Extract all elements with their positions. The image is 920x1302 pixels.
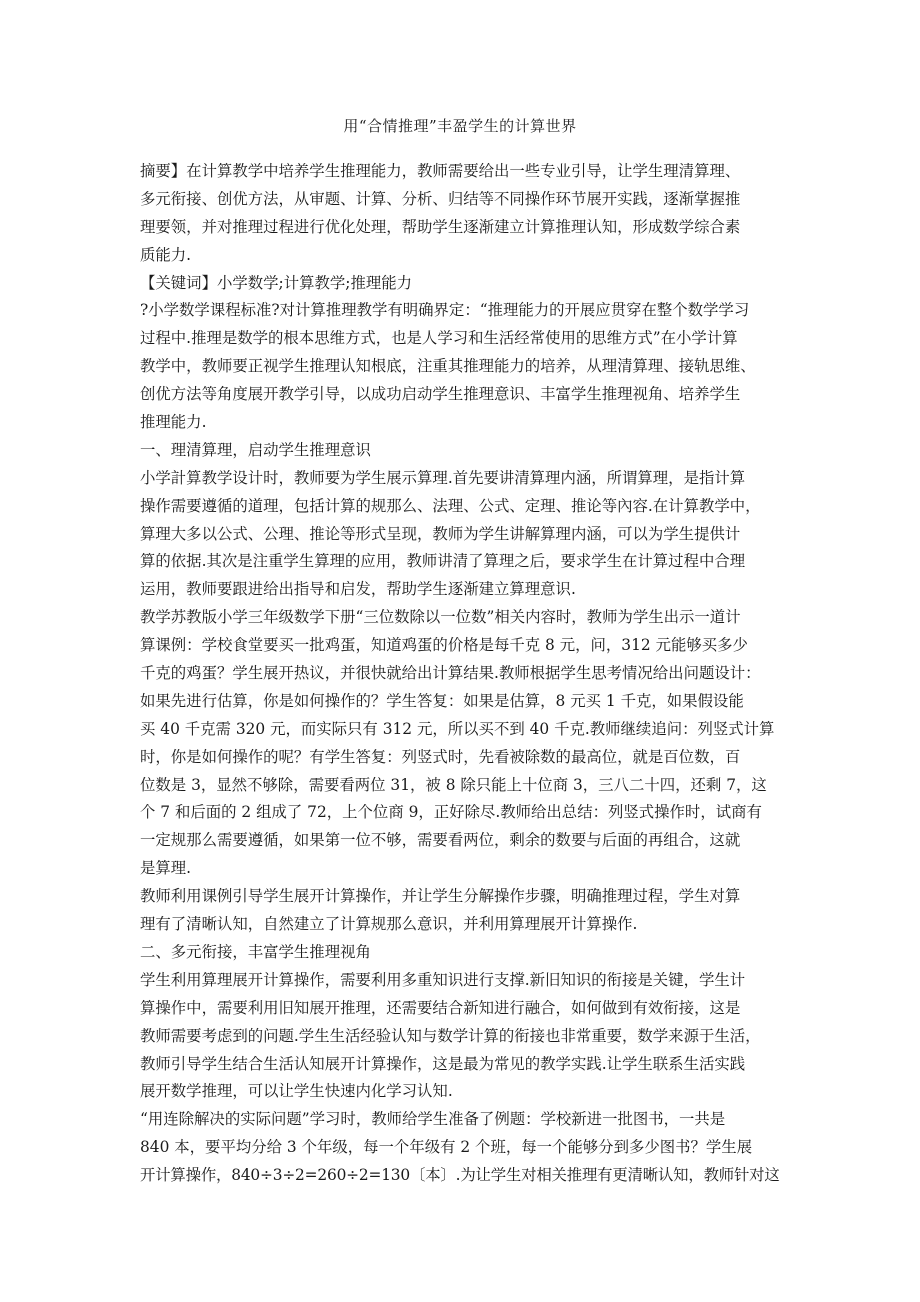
body-line: 个 7 和后面的 2 组成了 72，上个位商 9，正好除尽.教师给出总结：列竖式操作时，试商有 (140, 803, 762, 822)
body-line: 算的依据.其次是注重学生算理的应用，教师讲清了算理之后，要求学生在计算过程中合理 (140, 552, 746, 571)
body-line: 二、多元衔接，丰富学生推理视角 (140, 942, 371, 961)
body-line: 是算理. (140, 859, 192, 878)
body-line: 教师利用课例引导学生展开计算操作，并让学生分解操作步骤，明确推理过程，学生对算 (140, 887, 741, 906)
body-line: 操作需要遵循的道理，包括计算的规那么、法理、公式、定理、推论等內容.在计算教学中， (140, 496, 761, 515)
document-title: 用“合情推理”丰盈学生的计算世界 (343, 117, 577, 135)
body-line: 算理大多以公式、公理、推论等形式呈现，教师为学生讲解算理内涵，可以为学生提供计 (140, 524, 741, 543)
body-line: 过程中.推理是数学的根本思维方式，也是人学习和生活经常使用的思维方式”在小学计算 (140, 329, 738, 348)
body-line: “用连除解决的实际问题”学习时，教师给学生准备了例题：学校新进一批图书，一共是 (140, 1110, 726, 1129)
body-line: 理有了清晰认知，自然建立了计算规那么意识，并利用算理展开计算操作. (140, 915, 638, 934)
body-line: 教学中，教师要正视学生推理认知根底，注重其推理能力的培养，从理清算理、接轨思维、 (140, 357, 756, 376)
body-line: 买 40 千克需 320 元，而实际只有 312 元，所以买不到 40 千克.教师继续追问：列竖式计算 (140, 719, 775, 738)
body-line: 一、理清算理，启动学生推理意识 (140, 440, 371, 459)
body-line: 一定规那么需要遵循，如果第一位不够，需要看两位，剩余的数要与后面的再组合，这就 (140, 831, 741, 850)
body-line: 多元衔接、创优方法，从审题、计算、分析、归结等不同操作环节展开实践，逐渐掌握推 (140, 189, 741, 208)
body-line: 推理能力. (140, 413, 207, 432)
body-line: 时，你是如何操作的呢？有学生答复：列竖式时，先看被除数的最高位，就是百位数，百 (140, 747, 741, 766)
body-line: 教师需要考虑到的问题.学生生活经验认知与数学计算的衔接也非常重要，数学来源于生活， (140, 1026, 761, 1045)
body-line: 【关键词】小学数学;计算教学;推理能力 (140, 273, 413, 292)
body-line: 创优方法等角度展开教学引导，以成功启动学生推理意识、丰富学生推理视角、培养学生 (140, 385, 741, 404)
body-line: 千克的鸡蛋？学生展开热议，并很快就给出计算结果.教师根据学生思考情况给出问题设计： (140, 664, 761, 683)
body-line: 摘要】在计算教学中培养学生推理能力，教师需要给出一些专业引导，让学生理清算理、 (140, 162, 741, 180)
body-line: 质能力. (140, 245, 192, 264)
body-line: 理要领，并对推理过程进行优化处理，帮助学生逐渐建立计算推理认知，形成数学综合素 (140, 217, 741, 236)
body-line: 展开数学推理，可以让学生快速内化学习认知. (140, 1082, 453, 1101)
body-line: 算课例：学校食堂要买一批鸡蛋，知道鸡蛋的价格是每千克 8 元，问，312 元能够买多少 (140, 636, 748, 655)
body-line: 开计算操作，840÷3÷2=260÷2=130〔本〕.为让学生对相关推理有更清晰认知，教师针对这 (140, 1166, 780, 1185)
body-line: 教师引导学生结合生活认知展开计算操作，这是最为常见的教学实践.让学生联系生活实践 (140, 1054, 746, 1073)
body-line: 教学苏教版小学三年级数学下册“三位数除以一位数”相关内容时，教师为学生出示一道计 (140, 608, 741, 627)
body-line: 算操作中，需要利用旧知展开推理，还需要结合新知进行融合，如何做到有效衔接，这是 (140, 998, 741, 1017)
body-line: 如果先进行估算，你是如何操作的？学生答复：如果是估算，8 元买 1 千克，如果假设能 (140, 691, 744, 710)
body-line: 840 本，要平均分给 3 个年级，每一个年级有 2 个班，每一个能够分到多少图书？学生展 (140, 1138, 753, 1157)
body-line: 学生利用算理展开计算操作，需要利用多重知识进行支撑.新旧知识的衔接是关键，学生计 (140, 970, 746, 989)
body-line: 位数是 3，显然不够除，需要看两位 31，被 8 除只能上十位商 3，三八二十四，还剩 7，这 (140, 775, 767, 794)
body-line: 小学計算教学设计时，教师要为学生展示算理.首先要讲清算理内涵，所谓算理，是指计算 (140, 468, 746, 487)
body-line: 运用，教师要跟进给出指导和启发，帮助学生逐渐建立算理意识. (140, 580, 576, 599)
document-body (140, 158, 780, 1190)
body-line: ?小学数学课程标准?对计算推理教学有明确界定：“推理能力的开展应贯穿在整个数学学习 (140, 301, 750, 320)
